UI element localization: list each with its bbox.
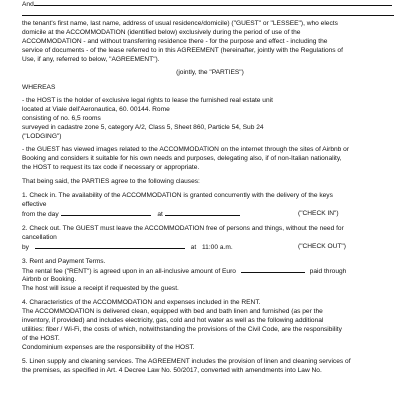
and-label: And (22, 1, 34, 8)
whereas-host: ("LODGING") (22, 133, 62, 140)
whereas-host: consisting of no. 6,5 rooms (22, 115, 101, 122)
whereas-host: surveyed in cadastre zone 5, category A/2, Class 5, Sheet 860, Particle 54, Sub 24 (22, 124, 264, 131)
clause-4-text: utilities: fiber / Wi-Fi, the costs of which, notwithstanding the provisions of the Civil Code, are the responsibility (22, 326, 342, 333)
whereas-heading: WHEREAS (22, 84, 56, 91)
checkout-time: 11:00 a.m. (202, 244, 233, 251)
tenant-details-blank (22, 9, 394, 16)
whereas-host: located at Viale dell'Aeronautica, 60. 00144. Rome (22, 106, 170, 113)
tenant-text: ACCOMMODATION - and without transferring residence there - for the purpose and effect - including the (22, 38, 328, 45)
clause-1-checkin-line (22, 209, 398, 219)
jointly-parties: (jointly, the "PARTIES") (176, 69, 244, 76)
and-line (22, 0, 398, 9)
clause-4-text: of the HOST. (22, 335, 60, 342)
clause-5-heading: 5. Linen supply and cleaning services. The AGREEMENT includes the provision of linen and cleaning services of (22, 358, 351, 365)
whereas-guest: Booking and considers it suitable for his own needs and purposes, delegating also, if of non-Italian nationality, (22, 155, 342, 162)
rent-amount-blank[interactable] (241, 266, 305, 273)
clause-4-heading: 4. Characteristics of the ACCOMMODATION and expenses included in the RENT. (22, 299, 261, 306)
by-label: by (22, 244, 29, 251)
checkout-tag: ("CHECK OUT") (298, 243, 346, 250)
clause-5-text: the premises, as specified in Art. 4 Decree Law No. 50/2017, converted with amendments into Law No. (22, 367, 322, 374)
checkout-date-blank[interactable] (35, 242, 185, 249)
checkin-time-blank[interactable] (165, 209, 240, 216)
paid-through-text: paid through (309, 268, 347, 275)
whereas-guest: the HOST to request its tax code if necessary or appropriate. (22, 164, 200, 171)
clause-4-text: Condominium expenses are the responsibility of the HOST. (22, 344, 195, 351)
clause-2-checkout-line (22, 242, 398, 252)
clause-4-text: The ACCOMMODATION is delivered clean, equipped with bed and bath linen and furnished (as per the (22, 308, 323, 315)
checkin-tag: ("CHECK IN") (298, 210, 339, 217)
clause-2-text: cancellation (22, 234, 57, 241)
clauses-intro: That being said, the PARTIES agree to the following clauses: (22, 178, 200, 185)
clause-3-text: Airbnb or Booking. (22, 276, 77, 283)
tenant-text: Use, if any, referred to below, "AGREEMENT"). (22, 56, 160, 63)
clause-3-heading: 3. Rent and Payment Terms. (22, 258, 106, 265)
whereas-host: - the HOST is the holder of exclusive legal rights to lease the furnished real estate unit (22, 97, 273, 104)
whereas-guest: - the GUEST has viewed images related to the ACCOMMODATION on the internet through the sites of Airbnb or (22, 146, 350, 153)
clause-1-text: 1. Check in. The availability of the ACCOMMODATION is granted concurrently with the delivery of the keys (22, 192, 333, 199)
clause-3-text: The host will issue a receipt if requested by the guest. (22, 285, 179, 292)
at-label: at (157, 211, 163, 218)
tenant-text: the tenant's first name, last name, address of usual residence/domicile) ("GUEST" or "LESSEE"), who elects (22, 20, 338, 27)
from-day-label: from the day (22, 211, 59, 218)
checkin-date-blank[interactable] (61, 209, 151, 216)
clause-1-text: effective (22, 201, 47, 208)
tenant-name-blank (34, 0, 392, 6)
rent-text: The rental fee ("RENT") is agreed upon in an all-inclusive amount of Euro (22, 268, 236, 275)
clause-2-text: 2. Check out. The GUEST must leave the ACCOMMODATION free of persons and things, without the need for (22, 225, 344, 232)
tenant-text: service of documents - of the lease referred to in this AGREEMENT (hereinafter, jointly with the Regulations of (22, 47, 343, 54)
clause-4-text: inventory, if provided) and includes electricity, gas, cold and hot water as well as the following additional (22, 317, 324, 324)
tenant-text: domicile at the ACCOMMODATION (identified below) exclusively during the period of use of the (22, 29, 301, 36)
at-label: at (190, 244, 197, 251)
blank-line (22, 9, 398, 19)
